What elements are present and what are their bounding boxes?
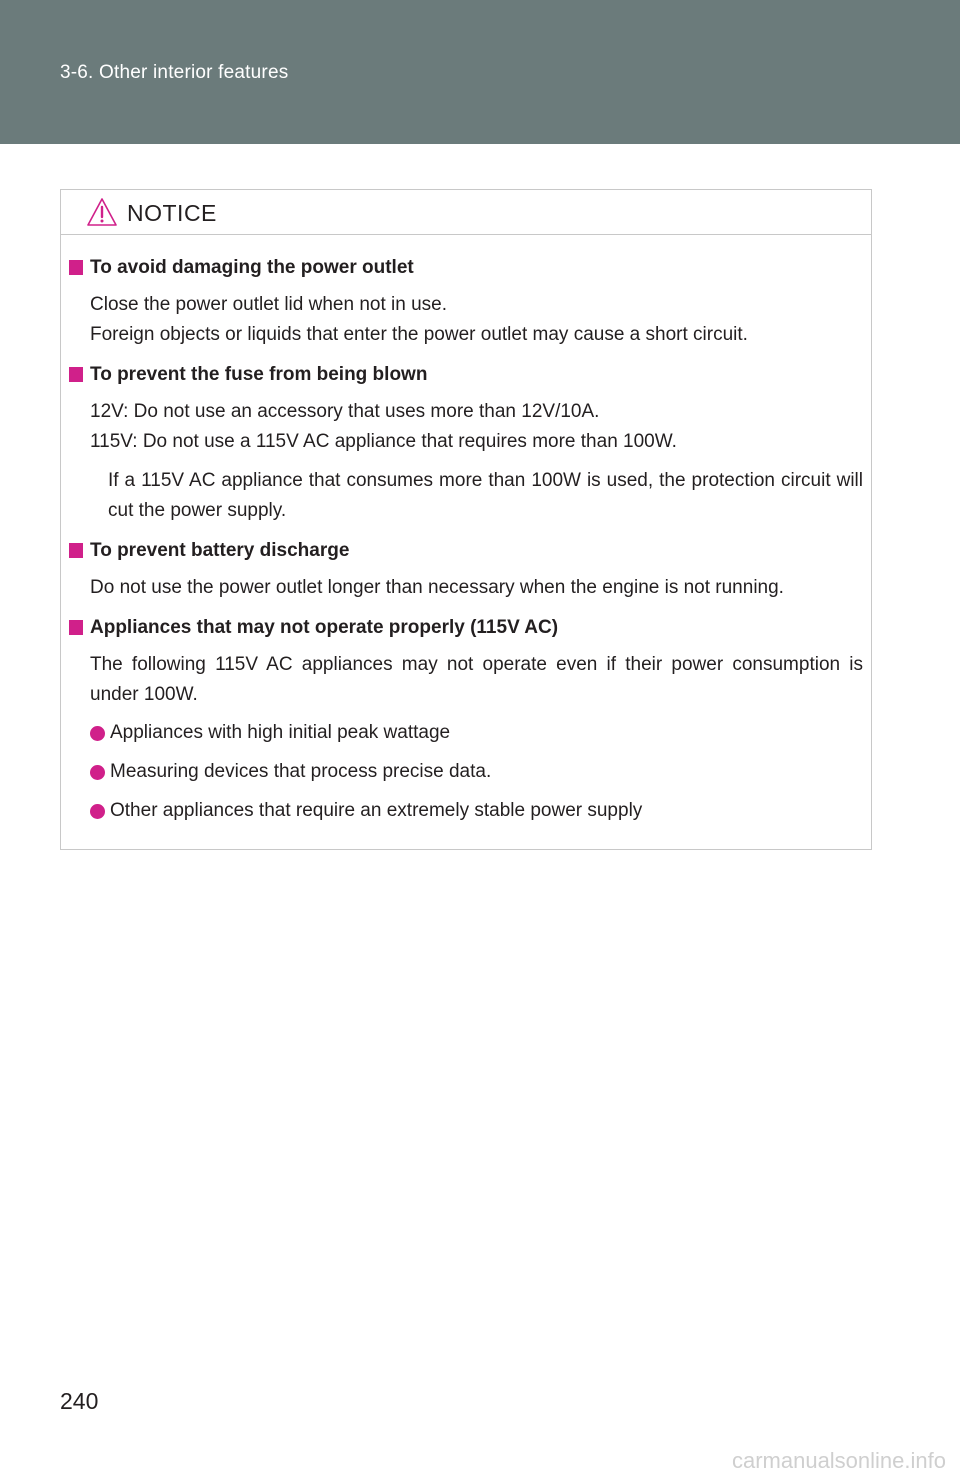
square-bullet-icon bbox=[69, 260, 83, 275]
square-bullet-icon bbox=[69, 543, 83, 558]
paragraph-line: The following 115V AC appliances may not operate even if their power consumption is under 100W. bbox=[90, 654, 863, 705]
section-title: 3-6. Other interior features bbox=[60, 62, 289, 83]
list-item bbox=[69, 718, 863, 748]
paragraph-line: Foreign objects or liquids that enter the power outlet may cause a short circuit. bbox=[90, 324, 748, 345]
notice-box bbox=[60, 189, 872, 850]
list-item-text: Other appliances that require an extremely stable power supply bbox=[110, 800, 643, 821]
section-heading-text: To avoid damaging the power outlet bbox=[90, 257, 414, 278]
paragraph-line: Do not use the power outlet longer than necessary when the engine is not running. bbox=[90, 577, 784, 598]
section-heading-text: Appliances that may not operate properly (115V AC) bbox=[90, 617, 559, 638]
square-bullet-icon bbox=[69, 367, 83, 382]
paragraph-line: 115V: Do not use a 115V AC appliance that requires more than 100W. bbox=[90, 431, 677, 452]
round-bullet-icon bbox=[90, 726, 105, 741]
header-band bbox=[0, 0, 960, 144]
paragraph-line: Close the power outlet lid when not in use. bbox=[90, 294, 447, 315]
section-heading bbox=[69, 254, 863, 282]
notice-header bbox=[61, 190, 871, 235]
list-item bbox=[69, 757, 863, 787]
section-heading bbox=[69, 537, 863, 565]
round-bullet-icon bbox=[90, 765, 105, 780]
list-item bbox=[69, 796, 863, 826]
notice-body bbox=[69, 254, 863, 826]
section-heading-text: To prevent the fuse from being blown bbox=[90, 364, 428, 385]
section-heading bbox=[69, 614, 863, 642]
watermark: carmanualsonline.info bbox=[731, 1448, 946, 1473]
notice-label: NOTICE bbox=[127, 200, 217, 226]
paragraph-line: 12V: Do not use an accessory that uses more than 12V/10A. bbox=[90, 401, 600, 422]
square-bullet-icon bbox=[69, 620, 83, 635]
round-bullet-icon bbox=[90, 804, 105, 819]
section-heading bbox=[69, 361, 863, 389]
section-heading-text: To prevent battery discharge bbox=[90, 540, 350, 561]
list-item-text: Appliances with high initial peak wattage bbox=[110, 722, 451, 743]
indented-note: If a 115V AC appliance that consumes more than 100W is used, the protection circuit will cut the power supply. bbox=[108, 470, 863, 521]
list-item-text: Measuring devices that process precise data. bbox=[110, 761, 492, 782]
page-number: 240 bbox=[60, 1388, 99, 1414]
warning-triangle-icon bbox=[86, 197, 118, 227]
